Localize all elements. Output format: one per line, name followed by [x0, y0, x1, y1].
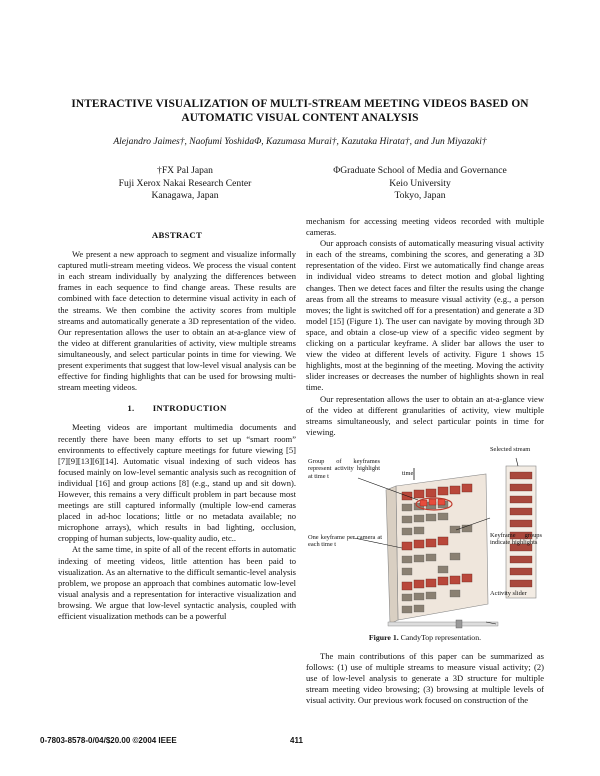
intro-paragraph-1: Meeting videos are important multimedia documents and recently there have been many efforts to set up “smart room” environments to effectively capture meetings for future viewing [5][7][9][13][6][14]. Automatic visual indexing of such videos has focused mainly on low-level semantic analysis such as recognition of individual [16] and group actions [8] (e.g., stand up and sit down). However, this remains a very difficult problem in part because most meetings are still captured informally (multiple low-end cameras placed in ad-hoc locations; little or no metadata available; no microphone arrays), which results in bad lighting, occlusion, cropping of human subjects, low-quality audio, etc..: [58, 422, 296, 544]
footer-isbn: 0-7803-8578-0/04/$20.00 ©2004 IEEE: [40, 736, 177, 745]
label-selected-stream: Selected stream: [490, 445, 531, 453]
author-list: Alejandro Jaimes†, Naofumi YoshidaΦ, Kazumasa Murai†, Kazutaka Hirata†, and Jun Miyazaki†: [113, 137, 487, 147]
label-keyframe-groups: Keyframe groups indicate highlights: [490, 531, 542, 547]
label-keyframe-group: Group of keyframes represent activity highlight at time t: [308, 457, 380, 480]
affiliation-line: Keio University: [389, 177, 451, 189]
introduction-heading: 1. INTRODUCTION: [127, 403, 227, 414]
figure-1: [306, 444, 544, 630]
affiliation-line: ΦGraduate School of Media and Governance: [333, 165, 507, 176]
title-line-2: AUTOMATIC VISUAL CONTENT ANALYSIS: [181, 112, 419, 124]
figure-caption: [306, 632, 544, 643]
caption-label: Figure 1.: [368, 632, 399, 642]
right-paragraph-3: Our representation allows the user to obtain an at-a-glance view of the video at different granularities of activity, view multiple streams simultaneously, and select particular points in time for viewing.: [306, 393, 544, 437]
affiliation-line: Tokyo, Japan: [394, 190, 446, 201]
caption-text: CandyTop representation.: [400, 632, 482, 642]
label-time: time: [402, 469, 414, 477]
right-column: [306, 216, 544, 706]
affiliation-line: Fuji Xerox Nakai Research Center: [118, 177, 252, 189]
right-paragraph-1: mechanism for accessing meeting videos recorded with multiple cameras.: [306, 216, 544, 238]
page-number: 411: [290, 736, 303, 745]
affiliation-line: Kanagawa, Japan: [151, 190, 219, 201]
abstract-text: We present a new approach to segment and visualize informally captured mutli-stream meeting videos. We process the visual content in each stream individually by analyzing the differences between frames in each sequence to find change areas. These results are combined with face detection to determine visual activity in each of the streams. We then combine the activity scores from multiple streams and automatically generate a 3D representation of the video. Our representation allows the user to obtain an at-a-glance view of the video at different granularities of activity, view multiple streams simultaneously, and select particular points in time for viewing. We present experiments that suggest that low-level visual analysis can be effective for finding highlights that can be used for browsing multi-stream meeting videos.: [58, 249, 296, 393]
intro-paragraph-2: At the same time, in spite of all of the recent efforts in automatic indexing of meeting videos, little attention has been paid to visualization. As an alternative to the difficult semantic-level analysis problem, we propose an approach that combines automatic low-level visual analysis and a representation for interactive visualization and browsing. We argue that low-level syntactic analysis, coupled with efficient visualization methods can be a powerful: [58, 544, 296, 621]
abstract-heading: ABSTRACT: [151, 230, 203, 240]
right-paragraph-4: The main contributions of this paper can be summarized as follows: (1) use of multiple streams to measure visual activity; (2) use of low-level analysis to generate a 3D structure for multiple stream meeting video browsing; (3) browsing at multiple levels of visual activity. Our previous work focused on construction of the: [306, 650, 544, 706]
left-column: [58, 216, 296, 622]
label-one-keyframe: One keyframe per camera at each time t: [308, 533, 382, 549]
label-activity-slider: Activity slider: [490, 589, 527, 597]
right-paragraph-2: Our approach consists of automatically measuring visual activity in each of the streams, combining the scores, and generating a 3D representation of the video. First we automatically find change areas in individual video streams to detect motion and global lighting changes. Then we detect faces and filter the results using the change areas from all the streams to measure visual activity (e.g., a person moves; the light is switched off for a presentation) and generate a 3D model [15] (Figure 1). The user can navigate by moving through 3D space, and obtain a close-up view of a specific video segment by clicking on a particular keyframe. A slider bar allows the user to view the video at different levels of activity. Figure 1 shows 15 highlights, most at the beginning of the meeting. Moving the activity slider increases or decreases the number of highlights shown in real time.: [306, 238, 544, 393]
paper-title: [40, 97, 560, 125]
title-line-1: INTERACTIVE VISUALIZATION OF MULTI-STREAM MEETING VIDEOS BASED ON: [71, 98, 529, 110]
affiliation-line: †FX Pal Japan: [157, 165, 213, 176]
affiliation-fx-pal: [70, 165, 300, 203]
affiliation-keio: [305, 165, 535, 203]
